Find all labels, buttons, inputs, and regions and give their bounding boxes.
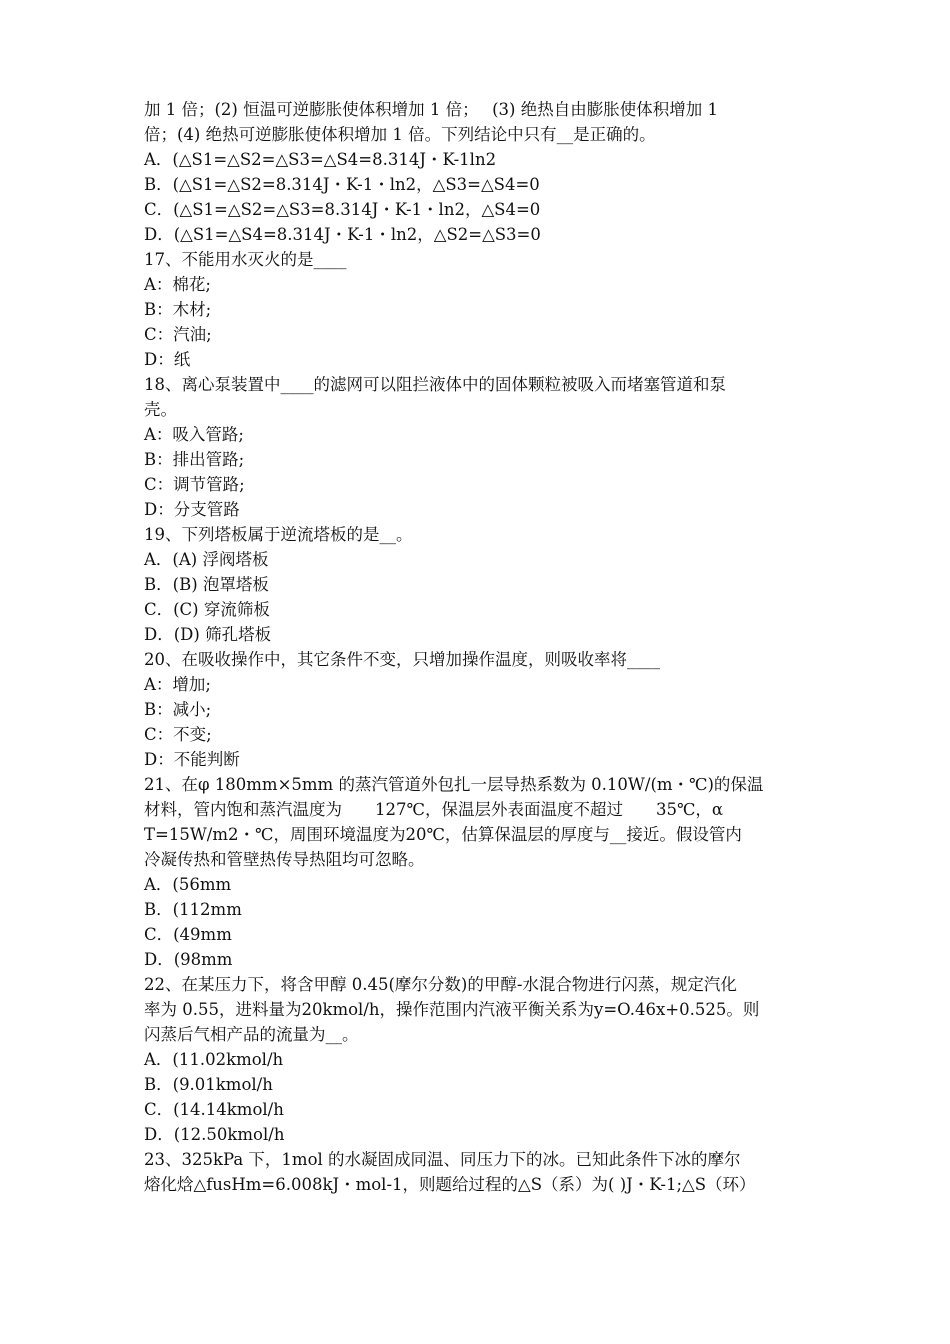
option-line: C．(△S1=△S2=△S3=8.314J・K-1・ln2，△S4=0 (144, 200, 541, 219)
option-line: C：汽油; (144, 325, 212, 344)
option-line: D：纸 (144, 350, 191, 369)
question-22: 22、在某压力下，将含甲醇 0.45(摩尔分数)的甲醇-水混合物进行闪蒸，规定汽化 (144, 975, 737, 994)
option-line: A．(56mm (144, 875, 232, 894)
option-line: B．(112mm (144, 900, 242, 919)
text-line: 熔化焓△fusHm=6.008kJ・mol-1，则题给过程的△S（系）为( )J・K-1;△S（环） (144, 1175, 756, 1194)
text-line: 壳。 (144, 400, 177, 419)
option-line: A：增加; (144, 675, 211, 694)
text-line: 材料，管内饱和蒸汽温度为 127℃，保温层外表面温度不超过 35℃，α (144, 800, 724, 819)
option-line: D．(12.50kmol/h (144, 1125, 285, 1144)
question-21: 21、在φ 180mm×5mm 的蒸汽管道外包扎一层导热系数为 0.10W/(m・℃)的保温 (144, 775, 764, 794)
question-19: 19、下列塔板属于逆流塔板的是__。 (144, 525, 413, 544)
text-line: 率为 0.55，进料量为20kmol/h，操作范围内汽液平衡关系为y=O.46x+0.525。则 (144, 1000, 760, 1019)
question-20: 20、在吸收操作中，其它条件不变，只增加操作温度，则吸收率将____ (144, 650, 660, 669)
option-line: D：不能判断 (144, 750, 240, 769)
option-line: D．(△S1=△S4=8.314J・K-1・ln2，△S2=△S3=0 (144, 225, 541, 244)
option-line: D．(D) 筛孔塔板 (144, 625, 272, 644)
text-line: 冷凝传热和管壁热传导热阻均可忽略。 (144, 850, 425, 869)
option-line: D：分支管路 (144, 500, 240, 519)
text-line: T=15W/m2・℃，周围环境温度为20℃，估算保温层的厚度与__接近。假设管内 (144, 825, 742, 844)
option-line: B：木材; (144, 300, 212, 319)
option-line: D．(98mm (144, 950, 233, 969)
question-18: 18、离心泵装置中____的滤网可以阻拦液体中的固体颗粒被吸入而堵塞管道和泵 (144, 375, 726, 394)
option-line: A．(11.02kmol/h (144, 1050, 284, 1069)
option-line: C．(49mm (144, 925, 232, 944)
question-17: 17、不能用水灭火的是____ (144, 250, 347, 269)
question-23: 23、325kPa 下，1mol 的水凝固成同温、同压力下的冰。已知此条件下冰的摩尔 (144, 1150, 741, 1169)
option-line: A：吸入管路; (144, 425, 244, 444)
option-line: B．(9.01kmol/h (144, 1075, 273, 1094)
document-page (144, 97, 812, 1197)
option-line: C．(14.14kmol/h (144, 1100, 284, 1119)
text-line: 闪蒸后气相产品的流量为__。 (144, 1025, 359, 1044)
option-line: C：调节管路; (144, 475, 245, 494)
text-line: 倍；(4) 绝热可逆膨胀使体积增加 1 倍。下列结论中只有__是正确的。 (144, 125, 656, 144)
option-line: A．(A) 浮阀塔板 (144, 550, 269, 569)
option-line: B：减小; (144, 700, 212, 719)
option-line: C．(C) 穿流筛板 (144, 600, 270, 619)
text-line: 加 1 倍；(2) 恒温可逆膨胀使体积增加 1 倍； (3) 绝热自由膨胀使体积增加 1 (144, 100, 718, 119)
option-line: B．(B) 泡罩塔板 (144, 575, 269, 594)
option-line: B：排出管路; (144, 450, 245, 469)
option-line: C：不变; (144, 725, 212, 744)
option-line: A．(△S1=△S2=△S3=△S4=8.314J・K-1ln2 (144, 150, 497, 169)
option-line: A：棉花; (144, 275, 211, 294)
option-line: B．(△S1=△S2=8.314J・K-1・ln2，△S3=△S4=0 (144, 175, 540, 194)
